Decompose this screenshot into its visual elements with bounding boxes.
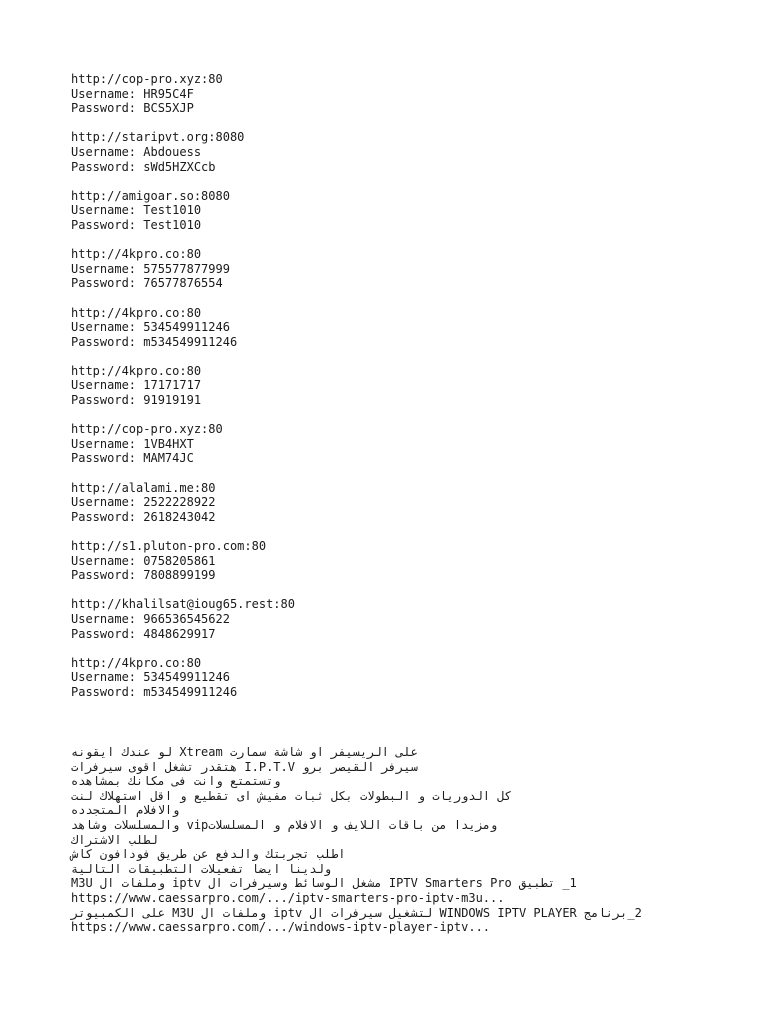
credential-entry [71,189,711,233]
credential-entry [71,72,711,116]
server-url: http://cop-pro.xyz:80 [71,422,223,437]
server-url: http://khalilsat@ioug65.rest:80 [71,597,295,612]
password-line: Password: 4848629917 [71,626,216,641]
username-line: Username: 966536545622 [71,611,230,626]
promo-line: والافلام المتجدده [71,803,180,818]
promo-line: ومزيدا من باقات اللايف و الافلام و المسلسلاتvip والمسلسلات وشاهد [71,817,498,832]
username-line: Username: 0758205861 [71,553,216,568]
password-line: Password: BCS5XJP [71,101,194,116]
password-line: Password: 91919191 [71,393,202,408]
password-line: Password: 2618243042 [71,509,216,524]
username-line: Username: 17171717 [71,378,202,393]
password-line: Password: 7808899199 [71,568,216,583]
promo-line: 2_برنامج WINDOWS IPTV PLAYER لتشغيل سيرفرات ال iptv وملفات ال M3U على الكمبيوتر [71,905,642,920]
promo-text-block [71,745,711,935]
password-line: Password: m534549911246 [71,334,238,349]
credentials-list [71,72,711,714]
server-url: http://staripvt.org:8080 [71,130,245,145]
promo-line: اطلب تجربتك والدفع عن طريق فودافون كاش [71,847,346,862]
promo-link[interactable]: https://www.caessarpro.com/.../iptv-smarters-pro-iptv-m3u... [71,890,505,905]
password-line: Password: m534549911246 [71,684,238,699]
credential-entry [71,422,711,466]
credential-entry [71,247,711,291]
promo-line: على الريسيفر او شاشة سمارت Xtream لو عندك ايقونه [71,745,418,759]
server-url: http://cop-pro.xyz:80 [71,72,223,86]
server-url: http://4kpro.co:80 [71,247,202,262]
username-line: Username: 2522228922 [71,495,216,510]
username-line: Username: 1VB4HXT [71,436,194,451]
promo-link[interactable]: https://www.caessarpro.com/.../windows-iptv-player-iptv... [71,920,491,935]
password-line: Password: sWd5HZXCcb [71,159,216,174]
credential-entry [71,364,711,408]
server-url: http://4kpro.co:80 [71,655,202,670]
username-line: Username: 534549911246 [71,320,230,335]
server-url: http://4kpro.co:80 [71,363,202,378]
password-line: Password: MAM74JC [71,451,194,466]
server-url: http://alalami.me:80 [71,480,216,495]
credential-entry [71,597,711,641]
username-line: Username: HR95C4F [71,86,194,101]
promo-line: وتستمتع وانت فى مكانك بمشاهده [71,774,281,789]
server-url: http://amigoar.so:8080 [71,188,230,203]
promo-line: لطلب الاشتراك [71,832,158,847]
credential-entry [71,539,711,583]
username-line: Username: 534549911246 [71,670,230,685]
server-url: http://s1.pluton-pro.com:80 [71,539,267,553]
credential-entry [71,306,711,350]
promo-line: ولدينا ايضا تفعيلات التطبيقات التالية [71,861,332,876]
password-line: Password: Test1010 [71,217,202,232]
credential-entry [71,130,711,174]
password-line: Password: 76577876554 [71,276,223,291]
username-line: Username: Abdouess [71,144,202,159]
promo-line: 1_ تطبيق IPTV Smarters Pro مشغل الوسائط وسيرفرات ال iptv وملفات ال M3U [71,876,577,891]
promo-line: كل الدوريات و البطولات بكل ثبات مفيش اى تقطيع و اقل استهلاك لنت [71,788,512,803]
credential-entry [71,656,711,700]
promo-line: سيرفر القيصر برو I.P.T.V هتقدر تشغل اقوى سيرفرات [71,759,418,774]
credential-entry [71,481,711,525]
username-line: Username: Test1010 [71,203,202,218]
username-line: Username: 575577877999 [71,261,230,276]
server-url: http://4kpro.co:80 [71,305,202,320]
